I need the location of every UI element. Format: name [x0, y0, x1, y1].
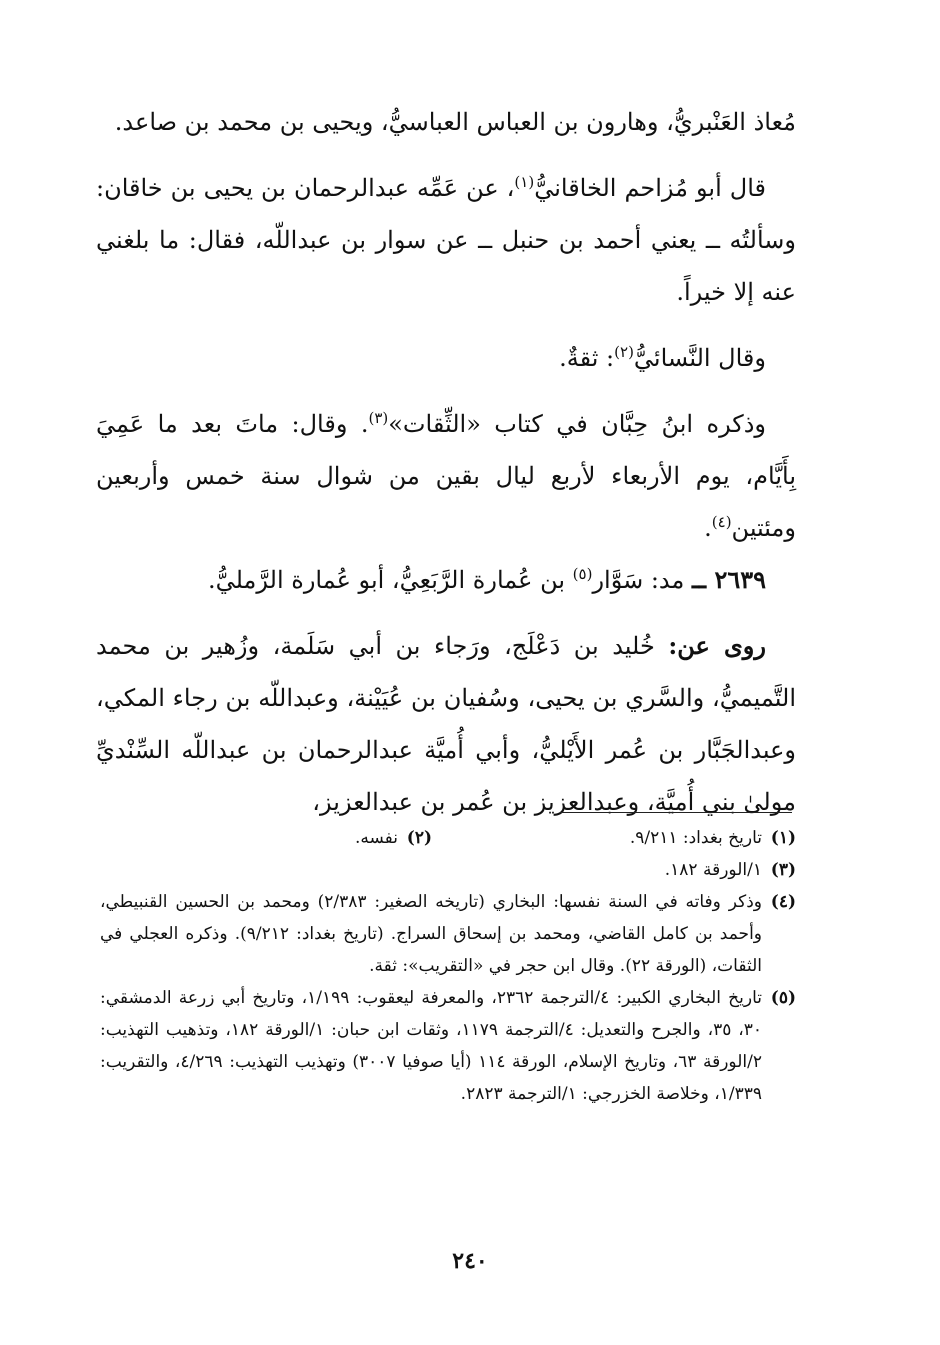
footnote-ref-5: (٥): [572, 565, 593, 583]
paragraph-2-text-a: قال أبو مُزاحم الخاقانيُّ: [534, 174, 767, 202]
footnote-2: [355, 822, 432, 854]
footnote-3-text: ١/الورقة ١٨٢.: [664, 860, 762, 880]
footnote-2-text: نفسه.: [354, 828, 398, 848]
page-number: ٢٤٠: [452, 1248, 488, 1274]
footnote-5: [100, 982, 796, 1110]
entry-heading: [96, 554, 796, 606]
narrated-from-label: روى عن:: [668, 631, 766, 660]
paragraph-5-text: خُليد بن دَعْلَج، ورَجاء بن أبي سَلَمة، وزُهير بن محمد التَّميميُّ، والسَّري بن يحيى، وسُفيان بن عُيَيْنة، وعبداللّه بن رجاء المكي، وعبدالجَبَّار بن عُمر الأَيْليُّ، وأبي أُميَّة عبدالرحمان بن عبداللّه السِّنْديِّ مولىٰ بني أُميَّة، وعبدالعزيز بن عُمر بن عبدالعزيز،: [96, 632, 796, 816]
footnote-ref-2: (٢): [614, 343, 634, 361]
entry-text-a: مد: سَوَّار: [592, 566, 693, 594]
paragraph-1: [96, 96, 796, 148]
footnote-1-text: تاريخ بغداد: ٩/٢١١.: [629, 828, 762, 848]
footnote-4: [100, 886, 796, 982]
footnote-ref-1: (١): [514, 173, 535, 191]
footnotes: [100, 822, 796, 1110]
footnote-5-text: تاريخ البخاري الكبير: ٤/الترجمة ٢٣٦٢، والمعرفة ليعقوب: ١/١٩٩، وتاريخ أبي زرعة الدمشقي: ٣٠، ٣٥، والجرح والتعديل: ٤/الترجمة ١١٧٩، وثقات ابن حبان: ١/الورقة ١٨٢، وتذهيب التهذيب: ٢/الورقة ٦٣، وتاريخ الإسلام، الورقة ١١٤ (أيا صوفيا ٣٠٠٧) وتهذيب التهذيب: ٤/٢٦٩، والتقريب: ١/٣٣٩، وخلاصة الخزرجي: ١/الترجمة ٢٨٢٣.: [100, 988, 763, 1104]
paragraph-3-text-a: وقال النَّسائيُّ: [633, 344, 766, 372]
footnote-5-number: (٥): [770, 988, 796, 1008]
footnote-1-number: (١): [770, 828, 796, 848]
paragraph-4-text-b: . وقال: ماتَ بعد ما عَمِيَ بِأَيَّام، يوم الأربعاء لأربع ليال بقين من شوال سنة خمس وأربعين ومئتين: [96, 410, 796, 542]
paragraph-3: [96, 332, 796, 384]
paragraph-1-text: مُعاذ العَنْبريُّ، وهارون بن العباس العباسيُّ، ويحيى بن محمد بن صاعد.: [114, 108, 796, 136]
footnote-4-text: وذكر وفاته في السنة نفسها: البخاري (تاريخه الصغير: ٢/٣٨٣) ومحمد بن الحسين القنبيطي، وأحمد بن كامل القاضي، ومحمد بن إسحاق السراج. (تاريخ بغداد: ٩/٢١٢). وذكره العجلي في الثقات، (الورقة ٢٢). وقال ابن حجر في «التقريب»: ثقة.: [100, 892, 763, 976]
footnote-1: [432, 822, 796, 854]
footnote-2-number: (٢): [406, 828, 432, 848]
paragraph-2: [96, 162, 796, 318]
paragraph-5: [96, 620, 796, 828]
paragraph-4: [96, 398, 796, 554]
footnote-3: [100, 854, 796, 886]
footnote-ref-4: (٤): [711, 513, 732, 531]
footnote-ref-3: (٣): [368, 409, 389, 427]
footnote-4-number: (٤): [770, 892, 796, 912]
paragraph-4-text-c: .: [704, 514, 712, 542]
footnote-3-number: (٣): [770, 860, 796, 880]
paragraph-3-text-b: : ثقةٌ.: [559, 344, 615, 372]
paragraph-4-text-a: وذكره ابنُ حِبَّان في كتاب «الثِّقات»: [388, 410, 767, 438]
footnote-separator: [560, 812, 792, 813]
entry-number: ٢٦٣٩ ــ: [692, 565, 766, 594]
main-text: [96, 96, 796, 828]
entry-text-b: بن عُمارة الرَّبَعِيُّ، أبو عُمارة الرَّمليُّ.: [207, 566, 573, 594]
paragraph-2-text-b: ، عن عَمِّه عبدالرحمان بن يحيى بن خاقان: وسألتُه ــ يعني أحمد بن حنبل ــ عن سوار بن عبداللّه، فقال: ما بلغني عنه إلا خيراً.: [96, 174, 796, 306]
footnote-row-1-2: [100, 822, 796, 854]
